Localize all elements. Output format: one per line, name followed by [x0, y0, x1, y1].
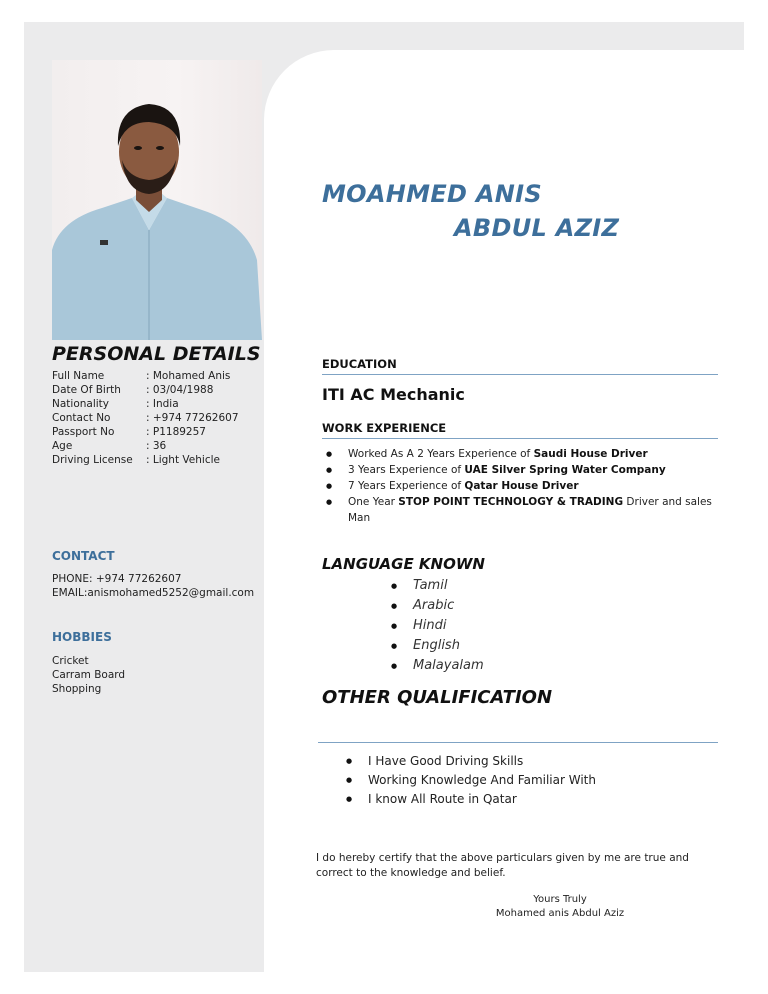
language-item: ● Tamil [413, 576, 484, 596]
detail-row [52, 383, 239, 397]
detail-key: Age [52, 440, 73, 452]
language-item: ● English [413, 636, 484, 656]
work-item-employer: STOP POINT TECHNOLOGY & TRADING [398, 496, 624, 508]
hobbies-heading: HOBBIES [52, 630, 112, 644]
certification-statement: I do hereby certify that the above particulars given by me are true and correct to the knowledge and belief. [316, 852, 689, 879]
profile-photo [52, 60, 262, 340]
signature-name: Mohamed anis Abdul Aziz [495, 908, 625, 919]
work-item [348, 446, 718, 462]
detail-value: : Mohamed Anis [146, 370, 231, 382]
other-qualification-heading: OTHER QUALIFICATION [322, 687, 553, 708]
work-experience-list [348, 446, 718, 526]
detail-value: : +974 77262607 [146, 412, 239, 424]
language-item: ● Malayalam [413, 656, 484, 676]
qualification-item: ● I Have Good Driving Skills [368, 752, 596, 771]
hobby-item: Shopping [52, 683, 102, 695]
detail-value: : India [146, 398, 179, 410]
contact-info [52, 572, 254, 600]
detail-value: : P1189257 [146, 426, 206, 438]
work-item-text: Worked As A 2 Years Experience of [348, 448, 534, 460]
contact-phone: PHONE: +974 77262607 [52, 573, 182, 585]
languages-list [413, 576, 484, 676]
work-experience-rule [322, 438, 718, 439]
hobbies-list [52, 654, 125, 696]
detail-row [52, 369, 239, 383]
language-item: ● Hindi [413, 616, 484, 636]
languages-heading: LANGUAGE KNOWN [322, 555, 485, 573]
name-line-1: MOAHMED ANIS [322, 180, 542, 208]
education-item: ITI AC Mechanic [322, 385, 465, 404]
detail-value: : Light Vehicle [146, 454, 220, 466]
detail-row [52, 425, 239, 439]
work-item-tail: Driver and sales Man [348, 496, 712, 524]
other-qualification-rule [318, 742, 718, 743]
detail-value: : 36 [146, 440, 167, 452]
contact-heading: CONTACT [52, 549, 115, 563]
other-qualification-list [368, 752, 596, 809]
language-item: ● Arabic [413, 596, 484, 616]
contact-email: EMAIL:anismohamed5252@gmail.com [52, 587, 255, 599]
detail-key: Nationality [52, 398, 110, 410]
signature-block [440, 893, 680, 921]
work-item [348, 478, 718, 494]
detail-row [52, 397, 239, 411]
detail-key: Full Name [52, 370, 105, 382]
qualification-item: ● I know All Route in Qatar [368, 790, 596, 809]
education-rule [322, 374, 718, 375]
work-item-employer: Qatar House Driver [464, 480, 579, 492]
work-item-text: 7 Years Experience of [348, 480, 465, 492]
detail-key: Contact No [52, 412, 111, 424]
qualification-item: ● Working Knowledge And Familiar With [368, 771, 596, 790]
detail-key: Passport No [52, 426, 115, 438]
hobby-item: Cricket [52, 655, 89, 667]
work-item-employer: UAE Silver Spring Water Company [464, 464, 666, 476]
work-item-text: One Year [348, 496, 399, 508]
work-experience-heading: WORK EXPERIENCE [322, 421, 447, 435]
detail-value: : 03/04/1988 [146, 384, 214, 396]
work-item [348, 494, 718, 526]
detail-row [52, 453, 239, 467]
hobby-item: Carram Board [52, 669, 126, 681]
detail-row [52, 411, 239, 425]
personal-details-table [52, 369, 239, 467]
work-item-employer: Saudi House Driver [533, 448, 648, 460]
detail-row [52, 439, 239, 453]
signature-closing: Yours Truly [533, 894, 587, 905]
detail-key: Date Of Birth [52, 384, 121, 396]
detail-key: Driving License [52, 454, 133, 466]
personal-details-heading: PERSONAL DETAILS [52, 343, 261, 365]
name-line-2: ABDUL AZIZ [454, 214, 620, 242]
work-item [348, 462, 718, 478]
work-item-text: 3 Years Experience of [348, 464, 465, 476]
education-heading: EDUCATION [322, 357, 397, 371]
